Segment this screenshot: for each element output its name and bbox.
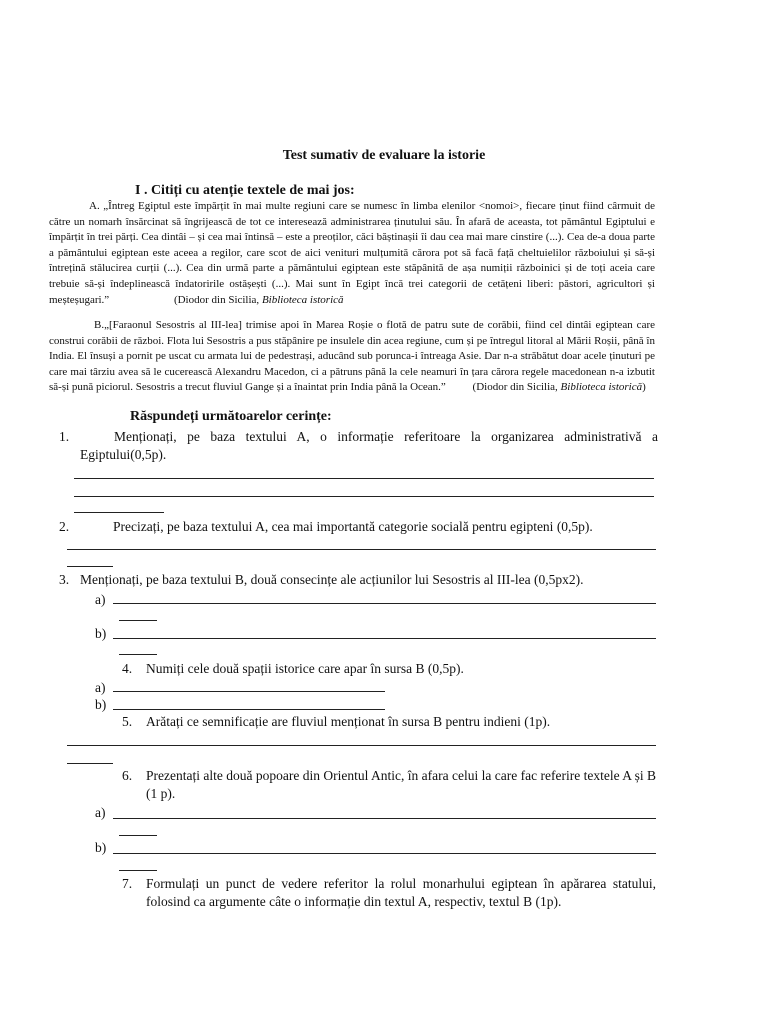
answer-line[interactable] — [74, 496, 654, 497]
option-a-label: a) — [95, 592, 106, 607]
source-b-book: Biblioteca istorică — [560, 381, 643, 394]
page-title: Test sumativ de evaluare la istorie — [282, 148, 486, 163]
option-a-label: a) — [95, 805, 106, 820]
source-a-book: Biblioteca istorică — [261, 293, 344, 306]
text-a: A. „Întreg Egiptul este împărțit în mai multe regiuni care se numesc în limba elenilor <nomoi>, fiecare ținut fiind cârmuit de către un nomarh însărcinat să îngrijească de tot ce interesează administrarea ținutului său. În afară de aceasta, tot pământul Egiptului e împărțit în trei părți. Cea dintâi – și cea mai întinsă – este a preoților, căci băștinașii îi dau cea mai mare cinstire (...). Cea de-a doua parte a pământului egiptean este aceea a regilor, care scot de aici venituri mulțumită cărora pot să facă față cheltuielilor războiului și să-și întrețină stălucirea curții (...). Cea din urmă parte a pământului egiptean este stăpânită de așa numiții războinici și de toți aceia care trebuie să-și îndeplinească îndatoririle ostășești (...). Mai sunt în Egipt încă trei categorii de cetățeni liberi: păstori, agricultori și meșteșugari.” — [49, 200, 655, 306]
question-4-number: 4. — [122, 661, 133, 676]
question-3-number: 3. — [59, 572, 70, 587]
option-b-label: b) — [95, 840, 107, 855]
option-b-label: b) — [95, 697, 107, 712]
question-2-text: Precizați, pe baza textului A, cea mai importantă categorie socială pentru egipteni (0,5p). — [113, 519, 593, 534]
answer-line[interactable] — [74, 512, 164, 513]
source-b-author: (Diodor din Sicilia, — [472, 381, 561, 394]
question-5-text: Arătați ce semnificație are fluviul menționat în sursa B pentru indieni (1p). — [146, 714, 551, 729]
section-heading-questions: Răspundeți următoarelor cerințe: — [130, 409, 332, 424]
answer-line[interactable] — [119, 835, 157, 836]
question-7-text: Formulați un punct de vedere referitor la rolul monarhului egiptean în apărarea statului, folosind ca argumente câte o informație din textul A, respectiv, textul B (1p). — [146, 876, 656, 909]
option-a-label: a) — [95, 680, 106, 695]
answer-line[interactable] — [67, 549, 656, 550]
question-6-number: 6. — [122, 768, 133, 783]
text-b-block — [49, 318, 655, 396]
answer-line[interactable] — [67, 745, 656, 746]
question-6-text: Prezentați alte două popoare din Orientul Antic, în afara celui la care fac referire textele A și B (1 p). — [146, 768, 656, 801]
text-b: B.„[Faraonul Sesostris al III-lea] trimise apoi în Marea Roșie o flotă de patru sute de corăbii, fiind cel dintâi egiptean care construi corăbii de război. Flota lui Sesostris a pus stăpânire pe insulele din acea regiune, cum și pe întregul litoral al Mării Roșii, până în India. El însuși a pornit pe uscat cu armata lui de pedestrași, aducând sub porunca-i întreaga Asie. Dar n-a străbătut doar acele ținuturi pe care mai târziu avea să le cucerească Alexandru Macedon, ci a pătruns până la cele neamuri în țara cărora regele macedonean n-a izbutit să-și pună piciorul. Sesostris a trecut fluviul Gange și a înaintat prin India până la Ocean.” — [49, 319, 655, 394]
question-7-number: 7. — [122, 876, 133, 891]
answer-line[interactable] — [74, 478, 654, 479]
source-b — [473, 381, 646, 393]
answer-line[interactable] — [113, 638, 656, 639]
answer-line[interactable] — [113, 709, 385, 710]
answer-line[interactable] — [119, 654, 157, 655]
answer-line[interactable] — [119, 870, 157, 871]
question-4-text: Numiți cele două spații istorice care apar în sursa B (0,5p). — [146, 661, 464, 676]
answer-line[interactable] — [113, 853, 656, 854]
source-a-author: (Diodor din Sicilia, — [173, 293, 262, 306]
question-1-text: Menționați, pe baza textului A, o informație referitoare la organizarea administrativă a Egiptului(0,5p). — [80, 429, 658, 462]
answer-line[interactable] — [67, 566, 113, 567]
question-2-number: 2. — [59, 519, 70, 534]
answer-line[interactable] — [119, 620, 157, 621]
question-3-text: Menționați, pe baza textului B, două consecințe ale acțiunilor lui Sesostris al III-lea (0,5px2). — [80, 572, 584, 587]
question-5-number: 5. — [122, 714, 133, 729]
section-heading-texts: I . Citiți cu atenție textele de mai jos: — [135, 183, 355, 198]
answer-line[interactable] — [113, 691, 385, 692]
source-a — [174, 294, 344, 306]
option-b-label: b) — [95, 626, 107, 641]
question-1-number: 1. — [59, 429, 70, 444]
answer-line[interactable] — [113, 603, 656, 604]
answer-line[interactable] — [67, 763, 113, 764]
answer-line[interactable] — [113, 818, 656, 819]
source-b-close: ) — [642, 381, 646, 394]
text-a-block — [49, 199, 655, 308]
